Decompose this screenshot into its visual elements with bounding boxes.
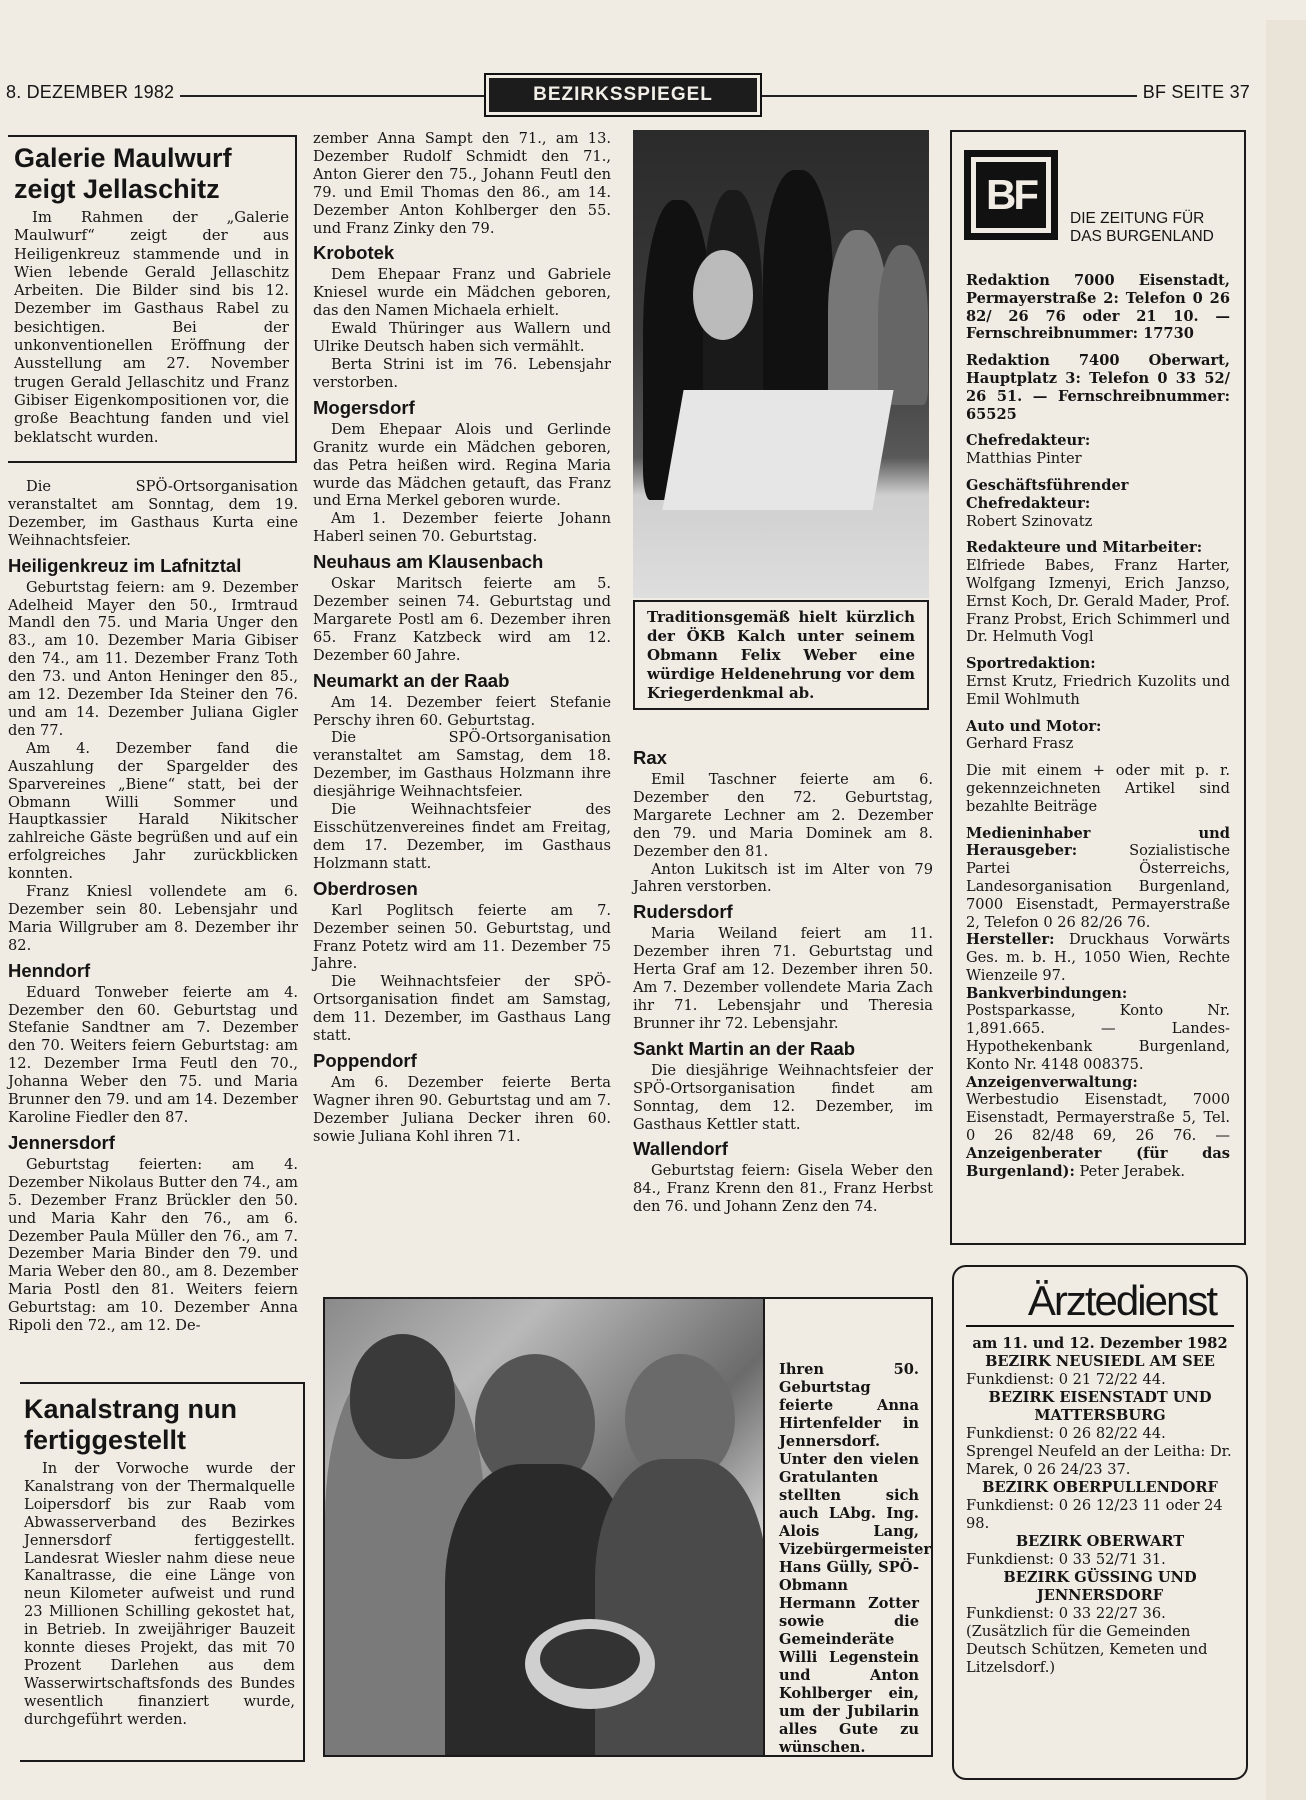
aerzte-bezirk-eisenstadt: BEZIRK EISENSTADT UND MATTERSBURG	[988, 1389, 1212, 1424]
kanal-article	[20, 1382, 305, 1762]
galerie-headline: Galerie Maulwurf zeigt Jellaschitz	[14, 143, 232, 204]
rax-p1: Emil Taschner feierte am 6. Dezember den 72. Geburtstag, Margarete Lechner am 2. Dezember den 79. und Maria Dominek am 8. Dezember den 81.	[633, 771, 933, 860]
aerzte-dates: am 11. und 12. Dezember 1982	[972, 1335, 1228, 1352]
column-3	[633, 742, 933, 1216]
rax-heading: Rax	[633, 747, 667, 768]
aerzte-bezirk-oberwart: BEZIRK OBERWART	[1015, 1533, 1185, 1550]
oberdrosen-p1: Karl Poglitsch feierte am 7. Dezember seinen 50. Geburtstag, und Franz Potetz wird am 11. Dezember 75 Jahre.	[313, 901, 611, 973]
aerzte-bezirk-neusiedl: BEZIRK NEUSIEDL AM SEE	[985, 1353, 1215, 1370]
page-number: BF SEITE 37	[1137, 82, 1256, 103]
page-edge	[1266, 20, 1306, 1800]
wallendorf-heading: Wallendorf	[633, 1138, 728, 1160]
redaktion-oberwart: Redaktion 7400 Oberwart, Hauptplatz 3: Telefon 0 33 52/ 26 51. — Fernschreibnummer: 65525	[966, 352, 1230, 423]
sportredaktion: Sportredaktion: Ernst Krutz, Friedrich Kuzolits und Emil Wohlmuth	[966, 655, 1230, 708]
aerzte-zusatz: (Zusätzlich für die Gemeinden Deutsch Schützen, Kemeten und Litzelsdorf.)	[966, 1623, 1208, 1676]
galerie-text: Im Rahmen der „Galerie Maulwurf“ zeigt der aus Heiligenkreuz stammende und in Wien lebende Gerald Jellaschitz Arbeiten. Die Bilder sind bis 12. Dezember im Gasthaus Rabel zu besichtigen. Bei der unkonventionellen Eröffnung der Ausstellung am 27. November trugen Gerald Jellaschitz und Franz Gibiser Eigenkompositionen vor, die große Beachtung fanden und viel beklatscht wurden.	[14, 209, 289, 446]
neumarkt-heading: Neumarkt an der Raab	[313, 669, 510, 691]
aerzte-bezirk-oberpullendorf: BEZIRK OBERPULLENDORF	[982, 1479, 1218, 1496]
neumarkt-p3: Die Weihnachtsfeier des Eisschützenvereines findet am Freitag, dem 17. Dezember, im Gasthaus Holzmann statt.	[313, 801, 611, 872]
section-title: BEZIRKSSPIEGEL	[486, 75, 760, 115]
hersteller: Hersteller: Druckhaus Vorwärts Ges. m. b. H., 1050 Wien, Rechte Wienzeile 97.	[966, 931, 1230, 984]
wallendorf-p1: Geburtstag feiern: Gisela Weber den 84., Franz Krenn den 81., Franz Herbst den 76. und Johann Zenz den 74.	[633, 1162, 933, 1216]
rudersdorf-p1: Maria Weiland feiert am 11. Dezember ihren 71. Geburtstag und Herta Graf am 12. Dezember ihren 50. Am 7. Dezember vollendete Maria Zach ihr 71. Lebensjahr und Theresia Brunner ihr 72. Lebensjahr.	[633, 925, 933, 1032]
henndorf-heading: Henndorf	[8, 959, 91, 981]
neuhaus-p1: Oskar Maritsch feierte am 5. Dezember seinen 74. Geburtstag und Margarete Postl am 6. Dezember ihren 65. Franz Katzbeck wird am 12. Dezember 60 Jahre.	[313, 575, 611, 664]
oberdrosen-heading: Oberdrosen	[313, 877, 418, 899]
impressum-box	[950, 130, 1246, 1245]
medieninhaber: Medieninhaber und Herausgeber: Sozialistische Partei Österreichs, Landesorganisation Burgenland, 7000 Eisenstadt, Permayerstraße 2, Telefon 0 26 82/26 76.	[966, 824, 1230, 931]
oberdrosen-p2: Die Weihnachtsfeier der SPÖ-Ortsorganisation findet am Samstag, dem 11. Dezember, im Gasthaus Lang statt.	[313, 973, 611, 1045]
column-2	[313, 130, 611, 1146]
anzeigenverwaltung: Anzeigenverwaltung: Werbestudio Eisenstadt, 7000 Eisenstadt, Permayerstraße 5, Tel. 0 26 82/48 69, 26 76. — Anzeigenberater (für das Burgenland): Peter Jerabek.	[966, 1073, 1230, 1180]
ceremony-photo	[633, 130, 929, 598]
poppendorf-heading: Poppendorf	[313, 1049, 417, 1071]
aerzte-funk-guessing: Funkdienst: 0 33 22/27 36.	[966, 1605, 1166, 1622]
mogersdorf-heading: Mogersdorf	[313, 396, 415, 418]
rudersdorf-heading: Rudersdorf	[633, 901, 733, 923]
poppendorf-p1: Am 6. Dezember feierte Berta Wagner ihren 90. Geburtstag und am 7. Dezember Juliana Decker ihren 60. sowie Juliana Kohl ihren 71.	[313, 1073, 611, 1145]
krobotek-heading: Krobotek	[313, 242, 395, 264]
auto-motor: Auto und Motor: Gerhard Frasz	[966, 717, 1102, 753]
henndorf-p1: Eduard Tonweber feierte am 4. Dezember den 60. Geburtstag und Stefanie Sandtner am 7. Dezember den 70. Weiters feiern Geburtstag: am 12. Dezember Irma Feutl den 70., Johanna Weber den 75. und Maria Brunner den 79. und am 14. Dezember Karoline Fiedler den 87.	[8, 983, 298, 1126]
aerzte-funk-neusiedl: Funkdienst: 0 21 72/22 44.	[966, 1371, 1166, 1388]
bf-logo: BF	[964, 150, 1058, 240]
column-1	[8, 478, 298, 1335]
aerztedienst-title: Ärztedienst	[966, 1277, 1234, 1327]
heiligenkreuz-p2: Am 4. Dezember fand die Auszahlung der Spargelder des Sparvereines „Biene“ statt, bei der Obmann Willi Sommer und Hauptkassier Harald Nikitscher zahlreiche Gäste begrüßen und auf ein erfolgreiches Jahr zurückblicken konnten.	[8, 739, 298, 883]
heiligenkreuz-p1: Geburtstag feiern: am 9. Dezember Adelheid Mayer den 50., Irmtraud Mandl den 75. und Maria Unger den 83., am 10. Dezember Maria Gibiser den 74., am 11. Dezember Franz Toth den 73. und Anton Heninger den 85., am 12. Dezember Ida Steiner den 76. und am 14. Dezember Juliana Gigler den 77.	[8, 578, 298, 739]
paid-note: Die mit einem + oder mit p. r. gekennzeichneten Artikel sind bezahlte Beiträge	[966, 762, 1230, 815]
birthday-photo	[323, 1297, 765, 1757]
heiligenkreuz-p3: Franz Kniesl vollendete am 6. Dezember sein 80. Lebensjahr und Maria Willgruber am 8. Dezember ihr 82.	[8, 883, 298, 954]
aerztedienst-box	[952, 1265, 1248, 1780]
aerzte-bezirk-guessing: BEZIRK GÜSSING UND JENNERSDORF	[1003, 1569, 1197, 1604]
col1-intro: Die SPÖ-Ortsorganisation veranstaltet am Sonntag, dem 19. Dezember, im Gasthaus Kurta eine Weihnachtsfeier.	[8, 478, 298, 549]
bankverbindungen: Bankverbindungen: Postsparkasse, Konto Nr. 1,891.665. — Landes-Hypothekenbank Burgenland, Konto Nr. 4148 008375.	[966, 984, 1230, 1073]
krobotek-p1: Dem Ehepaar Franz und Gabriele Kniesel wurde ein Mädchen geboren, das den Namen Michaela erhielt.	[313, 266, 611, 320]
geschaeftsfuehrer: Geschäftsführender Chefredakteur: Robert Szinovatz	[966, 476, 1129, 530]
neumarkt-p1: Am 14. Dezember feiert Stefanie Perschy ihren 60. Geburtstag.	[313, 693, 611, 729]
birthday-caption: Ihren 50. Geburtstag feierte Anna Hirtenfelder in Jennersdorf. Unter den vielen Gratulanten stellten sich auch LAbg. Ing. Alois Lang, Vizebürgermeister Hans Gülly, SPÖ-Obmann Hermann Zotter sowie die Gemeinderäte Willi Legenstein und Anton Kohlberger ein, um der Jubilarin alles Gute zu wünschen.	[765, 1297, 933, 1757]
ceremony-caption: Traditionsgemäß hielt kürzlich der ÖKB Kalch unter seinem Obmann Felix Weber eine würdige Heldenehrung vor dem Kriegerdenkmal ab.	[633, 600, 929, 710]
chefredakteur: Chefredakteur: Matthias Pinter	[966, 432, 1091, 468]
sankt-martin-p1: Die diesjährige Weihnachtsfeier der SPÖ-Ortsorganisation findet am Sonntag, dem 12. Dezember, im Gasthaus Kettler statt.	[633, 1061, 933, 1133]
aerzte-sprengel-neufeld: Sprengel Neufeld an der Leitha: Dr. Marek, 0 26 24/23 37.	[966, 1443, 1232, 1478]
aerzte-funk-oberwart: Funkdienst: 0 33 52/71 31.	[966, 1551, 1166, 1568]
sankt-martin-heading: Sankt Martin an der Raab	[633, 1037, 856, 1059]
bf-tagline: DIE ZEITUNG FÜR DAS BURGENLAND	[1070, 210, 1214, 245]
krobotek-p3: Berta Strini ist im 76. Lebensjahr verstorben.	[313, 355, 611, 391]
mogersdorf-p2: Am 1. Dezember feierte Johann Haberl seinen 70. Geburtstag.	[313, 510, 611, 546]
galerie-article	[8, 135, 297, 463]
krobotek-p2: Ewald Thüringer aus Wallern und Ulrike Deutsch haben sich vermählt.	[313, 320, 611, 356]
mogersdorf-p1: Dem Ehepaar Alois und Gerlinde Granitz wurde ein Mädchen geboren, das Petra heißen wird. Regina Maria wurde das Mädchen getauft, das Franz und Erna Merkel geboren wurde.	[313, 420, 611, 510]
jennersdorf-p1: Geburtstag feierten: am 4. Dezember Nikolaus Butter den 74., am 5. Dezember Franz Brückler den 50. und Maria Kahr den 76., am 6. Dezember Paula Müller den 76., am 7. Dezember Maria Binder den 79. und Maria Weber den 80., am 8. Dezember Maria Postl den 81. Weiters feiern Geburtstag: am 10. Dezember Anna Ripoli den 72., am 12. De-	[8, 1155, 298, 1335]
jennersdorf-heading: Jennersdorf	[8, 1131, 115, 1153]
rax-p2: Anton Lukitsch ist im Alter von 79 Jahren verstorben.	[633, 860, 933, 896]
aerzte-funk-eisenstadt: Funkdienst: 0 26 82/22 44.	[966, 1425, 1166, 1442]
kanal-headline: Kanalstrang nun fertiggestellt	[24, 1394, 238, 1455]
kanal-text: In der Vorwoche wurde der Kanalstrang von der Thermalquelle Loipersdorf bis zur Raab vom Abwasserverband des Bezirkes Jennersdorf fertiggestellt. Landesrat Wiesler nahm diese neue Kanaltrasse, die eine Länge von neun Kilometer aufweist und rund 23 Millionen Schilling gekostet hat, in Betrieb. In zweijähriger Bauzeit konnte dieses Projekt, das mit 70 Prozent Darlehen aus dem Wasserwirtschaftsfonds des Bundes wesentlich finanziert wurde, durchgeführt werden.	[24, 1460, 295, 1728]
neumarkt-p2: Die SPÖ-Ortsorganisation veranstaltet am Samstag, dem 18. Dezember, im Gasthaus Holzmann ihre diesjährige Weihnachtsfeier.	[313, 729, 611, 801]
aerzte-funk-oberpullendorf: Funkdienst: 0 26 12/23 11 oder 24 98.	[966, 1497, 1223, 1532]
issue-date: 8. DEZEMBER 1982	[0, 82, 180, 103]
neuhaus-heading: Neuhaus am Klausenbach	[313, 551, 544, 573]
heiligenkreuz-heading: Heiligenkreuz im Lafnitztal	[8, 554, 242, 576]
redaktion-eisenstadt: Redaktion 7000 Eisenstadt, Permayerstraße 2: Telefon 0 26 82/ 26 76 oder 21 10. — Fernschreibnummer: 17730	[966, 272, 1230, 343]
col2-continued: zember Anna Sampt den 71., am 13. Dezember Rudolf Schmidt den 71., Anton Gierer den 75., Johann Feutl den 79. und Emil Thomas den 86., am 14. Dezember Anton Kohlberger den 55. und Franz Zinky den 79.	[313, 130, 611, 237]
redakteure: Redakteure und Mitarbeiter: Elfriede Babes, Franz Harter, Wolfgang Izmenyi, Erich Janzso, Ernst Koch, Dr. Gerald Mader, Prof. Franz Probst, Erich Schimmerl und Dr. Helmuth Vogl	[966, 539, 1230, 646]
